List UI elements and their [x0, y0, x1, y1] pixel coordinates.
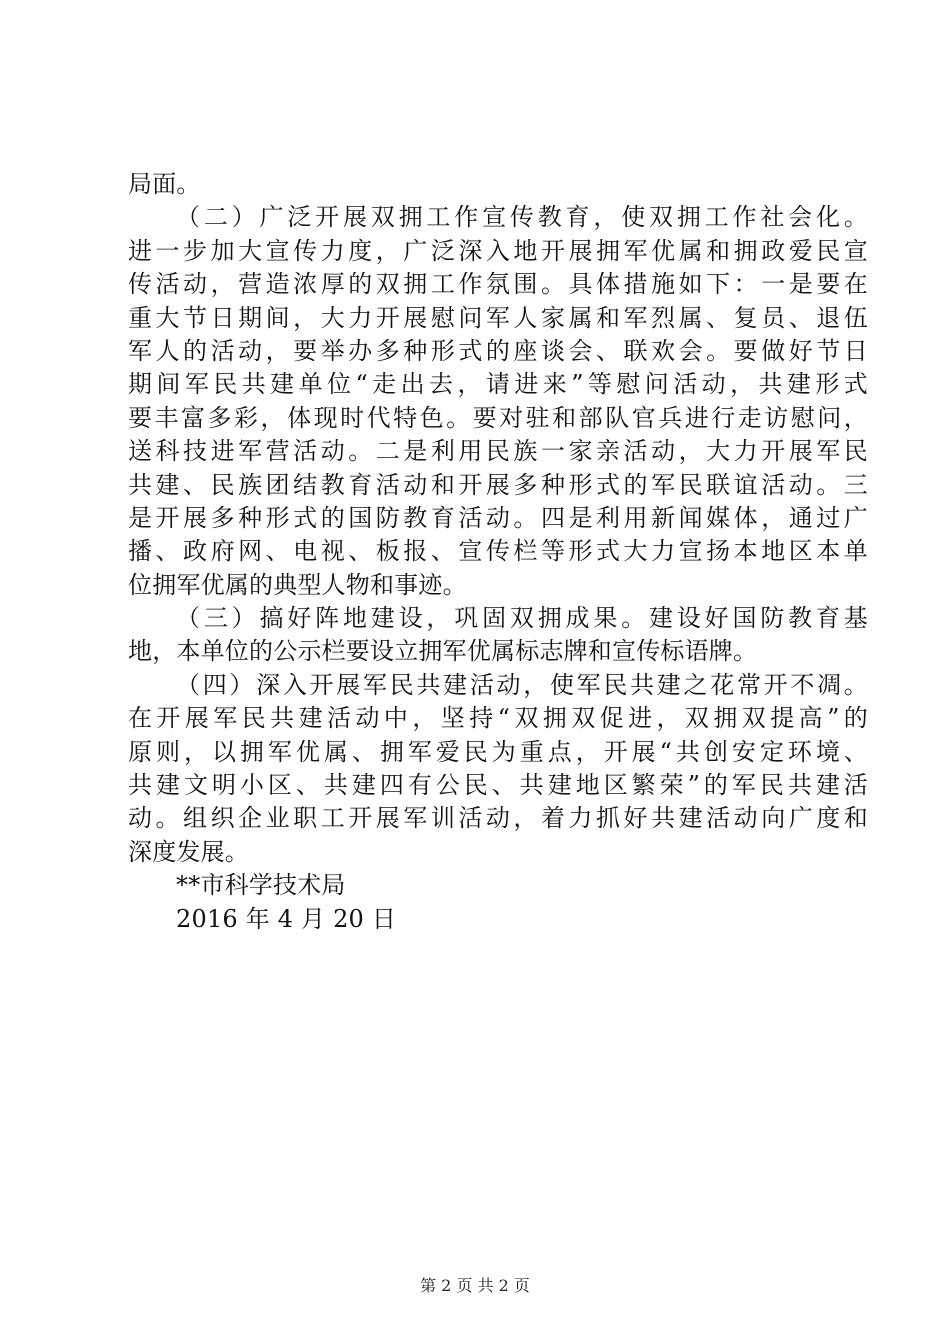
text-line: 播、政府网、电视、板报、宣传栏等形式大力宣扬本地区本单 [128, 537, 868, 566]
text-line: 深度发展。 [128, 837, 249, 866]
text-line: 位拥军优属的典型人物和事迹。 [128, 570, 467, 599]
text-line: 要丰富多彩，体现时代特色。要对驻和部队官兵进行走访慰问， [128, 403, 868, 432]
text-line: 原则，以拥军优属、拥军爱民为重点，开展“共创安定环境、 [128, 737, 868, 766]
paragraph-continuation [128, 168, 868, 201]
text-line: 期间军民共建单位“走出去，请进来”等慰问活动，共建形式 [128, 370, 868, 399]
text-line: （四）深入开展军民共建活动，使军民共建之花常开不凋。 [176, 670, 868, 699]
paragraph-publicity-education [128, 201, 868, 602]
signature-date: 2016 年 4 月 20 日 [176, 904, 397, 933]
text-line: 共建、民族团结教育活动和开展多种形式的军民联谊活动。三 [128, 470, 868, 499]
text-line: 共建文明小区、共建四有公民、共建地区繁荣”的军民共建活 [128, 771, 868, 800]
paragraph-position-building [128, 602, 868, 669]
signature-organization: **市科学技术局 [176, 871, 346, 900]
text-line: 军人的活动，要举办多种形式的座谈会、联欢会。要做好节日 [128, 336, 868, 365]
text-line: 重大节日期间，大力开展慰问军人家属和军烈属、复员、退伍 [128, 303, 868, 332]
text-line: （三）搞好阵地建设，巩固双拥成果。建设好国防教育基 [176, 604, 868, 633]
text-line: 在开展军民共建活动中，坚持“双拥双促进，双拥双提高”的 [128, 704, 868, 733]
text-line: 局面。 [128, 170, 201, 198]
document-body [128, 168, 868, 936]
text-line: 是开展多种形式的国防教育活动。四是利用新闻媒体，通过广 [128, 503, 868, 532]
paragraph-joint-construction [128, 669, 868, 869]
page-number-footer: 第 2 页 共 2 页 [420, 1276, 530, 1295]
signature-block [128, 869, 868, 936]
text-line: 进一步加大宣传力度，广泛深入地开展拥军优属和拥政爱民宣 [128, 236, 868, 265]
text-line: 动。组织企业职工开展军训活动，着力抓好共建活动向广度和 [128, 804, 868, 833]
text-line: 传活动，营造浓厚的双拥工作氛围。具体措施如下：一是要在 [128, 270, 868, 299]
text-line: 送科技进军营活动。二是利用民族一家亲活动，大力开展军民 [128, 437, 868, 466]
text-line: （二）广泛开展双拥工作宣传教育，使双拥工作社会化。 [176, 203, 868, 232]
text-line: 地，本单位的公示栏要设立拥军优属标志牌和宣传标语牌。 [128, 637, 758, 666]
